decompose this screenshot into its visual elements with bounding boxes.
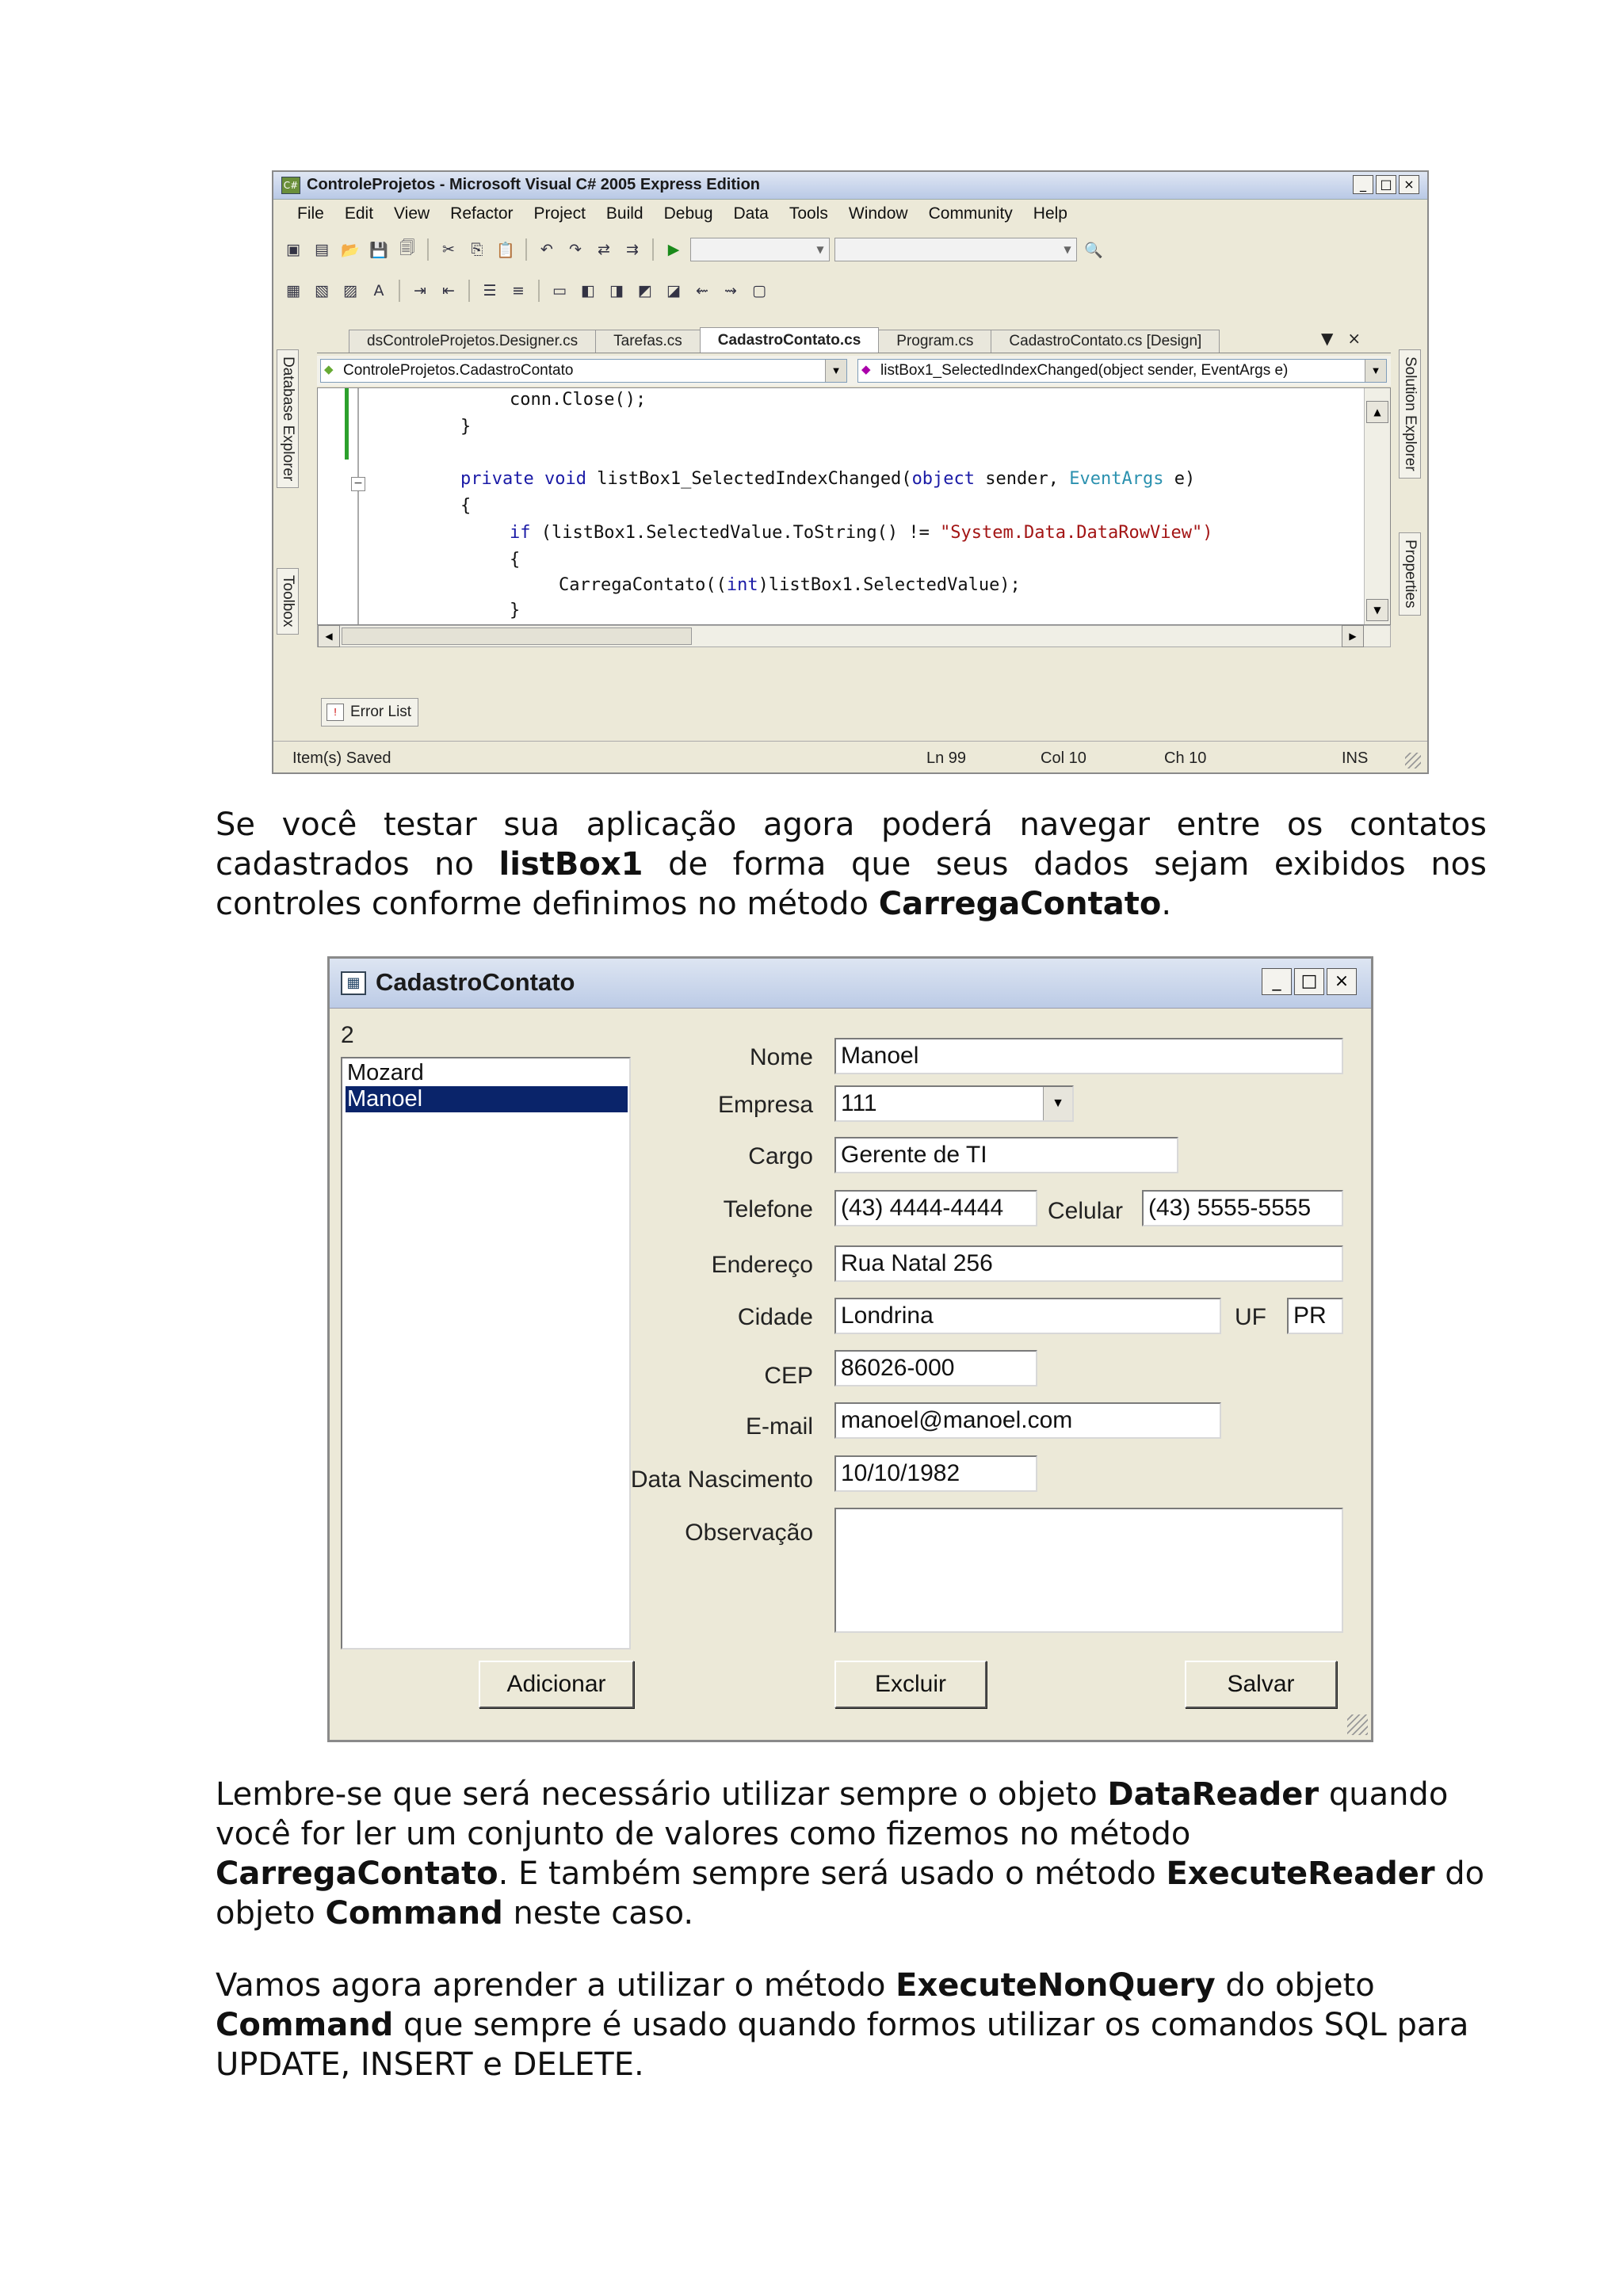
- salvar-button[interactable]: Salvar: [1185, 1661, 1337, 1708]
- email-input[interactable]: manoel@manoel.com: [834, 1402, 1221, 1439]
- code-line: {: [460, 496, 472, 516]
- ide-title-bar: [273, 172, 1427, 200]
- prev-bookmark-folder-icon[interactable]: ◩: [638, 282, 652, 299]
- list-item[interactable]: Mozard: [347, 1060, 424, 1085]
- close-button[interactable]: ×: [1399, 175, 1419, 194]
- menu-help[interactable]: Help: [1033, 204, 1067, 223]
- menu-view[interactable]: View: [394, 204, 430, 223]
- editor-horizontal-scrollbar[interactable]: [317, 625, 1391, 647]
- observacao-textarea[interactable]: [834, 1508, 1343, 1633]
- outlining-line: [357, 388, 359, 624]
- cargo-label: Cargo: [748, 1143, 813, 1169]
- redo-icon[interactable]: ↷: [569, 241, 582, 258]
- menu-community[interactable]: Community: [928, 204, 1013, 223]
- code-line: {: [510, 550, 521, 570]
- toolbox-tab[interactable]: Toolbox: [277, 568, 299, 635]
- copy-icon[interactable]: ⎘: [471, 241, 483, 258]
- menu-refactor[interactable]: Refactor: [450, 204, 514, 223]
- vcsharp-app-icon: C#: [281, 177, 300, 194]
- member-combo[interactable]: [857, 359, 1387, 383]
- cadastrocontato-form-screenshot: [327, 956, 1373, 1742]
- editor-vertical-scrollbar[interactable]: [1364, 388, 1391, 624]
- excluir-button[interactable]: Excluir: [834, 1661, 987, 1708]
- empresa-label: Empresa: [717, 1092, 813, 1118]
- menu-project[interactable]: Project: [533, 204, 586, 223]
- open-folder-icon[interactable]: 📂: [341, 241, 360, 259]
- class-view-icon[interactable]: ▧: [315, 282, 329, 299]
- editor-gutter: [318, 388, 342, 624]
- collapse-region-icon[interactable]: −: [351, 477, 365, 491]
- chevron-down-icon: ▼: [816, 244, 824, 255]
- cut-icon[interactable]: ✂: [442, 241, 455, 258]
- form-app-icon: ▦: [341, 971, 366, 995]
- bookmark-icon[interactable]: ▭: [552, 282, 567, 299]
- document-tabs: [317, 327, 1391, 353]
- minimize-button[interactable]: _: [1262, 968, 1292, 995]
- clear-bookmarks-icon[interactable]: ▢: [752, 282, 766, 299]
- telefone-label: Telefone: [723, 1196, 813, 1222]
- toolbar-separator: [525, 238, 527, 261]
- class-combo-value: ControleProjetos.CadastroContato: [343, 362, 574, 379]
- tab-cadastrocontato-design[interactable]: CadastroContato.cs [Design]: [991, 330, 1220, 353]
- properties-tab[interactable]: Properties: [1399, 532, 1421, 616]
- toolbar-separator: [427, 238, 429, 261]
- next-bookmark-doc-icon[interactable]: ⇝: [724, 282, 737, 299]
- code-line: conn.Close();: [510, 390, 647, 410]
- record-count-label: 2: [341, 1022, 354, 1048]
- change-tracking-bar: [345, 388, 349, 460]
- menu-debug[interactable]: Debug: [663, 204, 713, 223]
- ide-window-title: ControleProjetos - Microsoft Visual C# 2005 Express Edition: [307, 176, 761, 193]
- toolbar-separator: [468, 280, 470, 302]
- status-line: Ln 99: [926, 749, 967, 767]
- member-list-icon[interactable]: ▨: [343, 282, 357, 299]
- ide-menu-bar: [273, 199, 1427, 229]
- ide-status-bar: [273, 741, 1427, 773]
- toolbar-separator: [652, 238, 654, 261]
- next-bookmark-folder-icon[interactable]: ◪: [666, 282, 681, 299]
- code-editor[interactable]: [317, 387, 1391, 625]
- celular-label: Celular: [1048, 1198, 1124, 1224]
- nascimento-input[interactable]: 10/10/1982: [834, 1455, 1037, 1492]
- ide-window-controls: [1353, 175, 1419, 194]
- database-explorer-tab[interactable]: Database Explorer: [277, 349, 299, 488]
- list-item-selected[interactable]: Manoel: [346, 1086, 628, 1112]
- document-tab-controls: [1321, 329, 1361, 348]
- error-list-label: Error List: [350, 704, 412, 720]
- status-message: Item(s) Saved: [292, 749, 391, 767]
- save-icon[interactable]: 💾: [369, 241, 388, 259]
- word-completion-icon[interactable]: A: [373, 282, 384, 299]
- paragraph-navigation: Se você testar sua aplicação agora poderá navegar entre os contatos cadastrados no listBox1 de forma que seus dados sejam exibidos nos controles conforme definimos no método CarregaContato.: [216, 807, 1487, 922]
- cargo-input[interactable]: Gerente de TI: [834, 1137, 1178, 1173]
- menu-window[interactable]: Window: [848, 204, 908, 223]
- uf-label: UF: [1235, 1304, 1266, 1330]
- email-label: E-mail: [745, 1413, 813, 1440]
- nascimento-label: Data Nascimento: [630, 1466, 813, 1493]
- left-tool-tabs: [277, 330, 300, 774]
- resize-grip-icon[interactable]: [1347, 1714, 1368, 1735]
- ide-screenshot: [272, 170, 1429, 774]
- object-browser-icon[interactable]: ▦: [286, 282, 300, 299]
- right-tool-tabs: [1399, 330, 1424, 774]
- status-insert-mode: INS: [1342, 749, 1369, 767]
- error-list-icon: !: [327, 704, 344, 721]
- paste-icon[interactable]: 📋: [496, 241, 515, 259]
- chevron-down-icon: ▼: [1064, 244, 1071, 255]
- text-editor-toolbar: [281, 273, 771, 308]
- uncomment-icon[interactable]: ≡: [512, 282, 525, 299]
- nome-input[interactable]: Manoel: [834, 1038, 1343, 1074]
- code-navigation-bar: [317, 356, 1391, 386]
- bottom-pane: [317, 655, 1391, 741]
- new-project-icon[interactable]: ▣: [286, 241, 300, 258]
- observacao-label: Observação: [685, 1520, 813, 1546]
- endereco-input[interactable]: Rua Natal 256: [834, 1245, 1343, 1282]
- standard-toolbar: [281, 232, 1106, 267]
- next-bookmark-icon[interactable]: ◨: [609, 282, 624, 299]
- toolbar-separator: [399, 280, 400, 302]
- add-item-icon[interactable]: ▤: [315, 241, 329, 258]
- maximize-button[interactable]: □: [1376, 175, 1396, 194]
- menu-data[interactable]: Data: [733, 204, 769, 223]
- code-line: CarregaContato((int)listBox1.SelectedValue);: [559, 575, 1021, 595]
- empresa-combo[interactable]: [834, 1085, 1074, 1122]
- solution-config-combo[interactable]: [690, 238, 830, 261]
- solution-explorer-tab[interactable]: Solution Explorer: [1399, 349, 1421, 479]
- outdent-icon[interactable]: ⇤: [442, 282, 455, 299]
- cidade-input[interactable]: Londrina: [834, 1298, 1221, 1334]
- start-debugging-icon[interactable]: ▶: [667, 241, 680, 258]
- close-document-icon[interactable]: ×: [1347, 329, 1361, 348]
- adicionar-button[interactable]: Adicionar: [479, 1661, 634, 1708]
- toolbar-separator: [538, 280, 540, 302]
- uf-input[interactable]: PR: [1287, 1298, 1343, 1334]
- paragraph-executenonquery: Vamos agora aprender a utilizar o método ExecuteNonQuery do objeto Command que sempre é usado quando formos utilizar os comandos SQL para UPDATE, INSERT e DELETE.: [216, 1967, 1469, 2083]
- chevron-down-icon[interactable]: ▼: [1043, 1087, 1072, 1120]
- member-combo-value: listBox1_SelectedIndexChanged(object sender, EventArgs e): [880, 362, 1289, 379]
- empresa-combo-value: 111: [841, 1090, 877, 1116]
- horizontal-scroll-thumb[interactable]: [342, 627, 692, 645]
- close-button[interactable]: ×: [1327, 968, 1357, 995]
- maximize-button[interactable]: □: [1294, 968, 1324, 995]
- tab-program[interactable]: Program.cs: [878, 330, 991, 353]
- menu-edit[interactable]: Edit: [344, 204, 374, 223]
- tab-dscontroleprojetos-designer[interactable]: dsControleProjetos.Designer.cs: [349, 330, 596, 353]
- active-files-dropdown-icon[interactable]: ▼: [1321, 329, 1334, 348]
- paragraph-datareader: Lembre-se que será necessário utilizar sempre o objeto DataReader quando você for ler um conjunto de valores como fizemos no método CarregaContato. E também sempre será usado o método ExecuteReader do objeto Command neste caso.: [216, 1776, 1485, 1932]
- navigate-forward-icon[interactable]: ⇉: [626, 241, 639, 258]
- class-combo[interactable]: [320, 359, 847, 383]
- form-title-bar: [330, 959, 1371, 1009]
- tab-cadastrocontato[interactable]: CadastroContato.cs: [700, 327, 880, 353]
- code-line: }: [510, 601, 521, 620]
- prev-bookmark-doc-icon[interactable]: ⇜: [696, 282, 708, 299]
- code-line: if (listBox1.SelectedValue.ToString() != "System.Data.DataRowView"): [510, 523, 1213, 543]
- scroll-right-icon[interactable]: ▶: [1342, 625, 1364, 647]
- find-in-files-icon[interactable]: 🔍: [1084, 241, 1103, 259]
- chevron-down-icon: ▼: [825, 360, 846, 382]
- form-title: CadastroContato: [376, 968, 575, 996]
- undo-icon[interactable]: ↶: [540, 241, 553, 258]
- method-icon: ◆: [861, 363, 871, 376]
- code-line: }: [460, 417, 472, 437]
- class-icon: ◆: [324, 363, 334, 376]
- nome-label: Nome: [749, 1044, 813, 1070]
- cep-label: CEP: [764, 1363, 813, 1389]
- chevron-down-icon: ▼: [1365, 360, 1386, 382]
- cidade-label: Cidade: [737, 1304, 813, 1330]
- cep-input[interactable]: 86026-000: [834, 1350, 1037, 1386]
- status-char: Ch 10: [1164, 749, 1207, 767]
- navigate-icon[interactable]: ⇄: [598, 241, 610, 258]
- save-all-icon[interactable]: 🗐: [399, 239, 415, 257]
- comment-icon[interactable]: ☰: [483, 282, 497, 299]
- telefone-input[interactable]: (43) 4444-4444: [834, 1190, 1037, 1226]
- status-column: Col 10: [1041, 749, 1086, 767]
- tab-tarefas[interactable]: Tarefas.cs: [595, 330, 701, 353]
- minimize-button[interactable]: _: [1353, 175, 1373, 194]
- error-list-tab[interactable]: [321, 698, 418, 727]
- indent-icon[interactable]: ⇥: [414, 282, 426, 299]
- scroll-up-icon[interactable]: ▲: [1366, 401, 1388, 423]
- scroll-down-icon[interactable]: ▼: [1366, 599, 1388, 621]
- code-line: private void listBox1_SelectedIndexChanged(object sender, EventArgs e): [460, 469, 1196, 489]
- prev-bookmark-icon[interactable]: ◧: [581, 282, 595, 299]
- find-combo[interactable]: [834, 238, 1077, 261]
- form-window-controls: [1262, 968, 1357, 995]
- menu-file[interactable]: File: [297, 204, 324, 223]
- celular-input[interactable]: (43) 5555-5555: [1142, 1190, 1343, 1226]
- scroll-left-icon[interactable]: ◀: [318, 625, 340, 647]
- endereco-label: Endereço: [711, 1252, 813, 1278]
- resize-grip-icon[interactable]: [1405, 753, 1421, 769]
- menu-tools[interactable]: Tools: [789, 204, 828, 223]
- menu-build[interactable]: Build: [605, 204, 643, 223]
